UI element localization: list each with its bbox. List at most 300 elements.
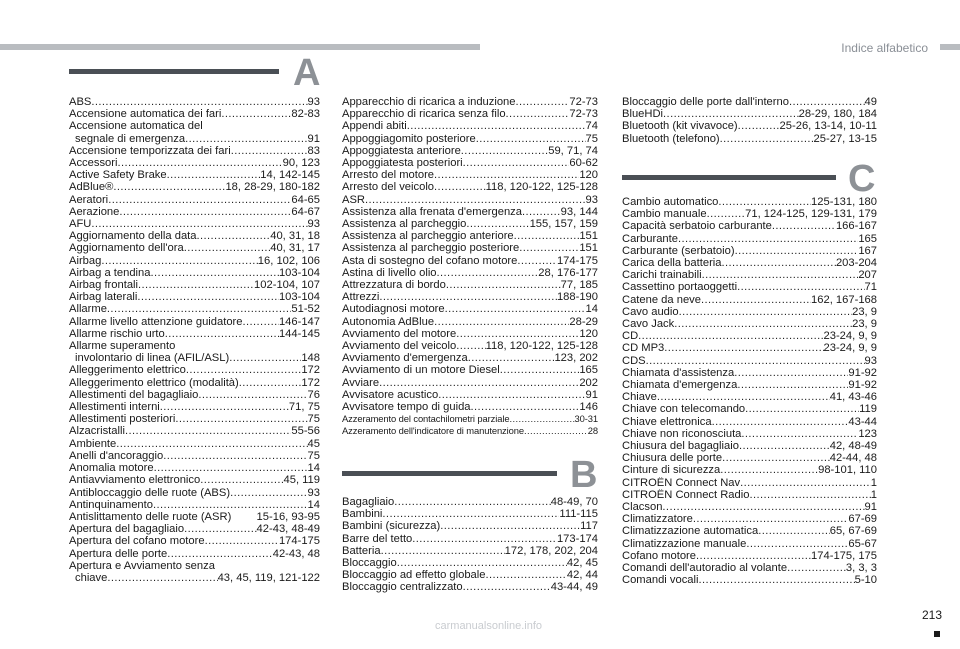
- entry-pages: 28: [587, 425, 598, 437]
- index-entry: [622, 440, 877, 452]
- entry-term: Allestimenti posteriori: [69, 413, 176, 426]
- entry-term: Chiusura delle porte: [622, 452, 723, 465]
- entry-pages: 42-43, 48: [272, 547, 320, 560]
- entry-term: Assistenza alla frenata d'emergenza: [342, 205, 522, 218]
- dot-leader: [107, 572, 217, 584]
- index-entry: [342, 181, 598, 193]
- entry-term: Avviamento del veicolo: [342, 340, 457, 353]
- dot-leader: [434, 316, 569, 328]
- index-entry: [622, 574, 877, 586]
- entry-term: Bagagliaio: [342, 496, 395, 508]
- entry-pages: 43, 45, 119, 121-122: [217, 571, 320, 584]
- entry-term: Allarme superamento: [69, 340, 176, 353]
- dot-leader: [205, 535, 279, 547]
- entry-term: Alleggerimento elettrico (modalità): [69, 376, 239, 389]
- dot-leader: [101, 255, 257, 267]
- entry-pages: 51-52: [291, 303, 320, 316]
- entry-term: Accensione automatica del: [69, 120, 203, 133]
- index-entry: [342, 145, 598, 157]
- index-entry: [69, 267, 320, 279]
- dot-leader: [485, 569, 566, 581]
- entry-term: Airbag a tendina: [69, 266, 151, 279]
- index-entry: [622, 306, 877, 318]
- entry-term: chiave: [75, 571, 108, 584]
- index-entry: [69, 572, 320, 584]
- index-entry: [342, 108, 598, 120]
- dot-leader: [379, 291, 557, 303]
- entry-term: Azzeramento del contachilometri parziale: [342, 413, 510, 425]
- entry-pages: 43-44, 49: [550, 581, 598, 594]
- entry-term: Avviamento d'emergenza: [342, 352, 468, 365]
- dot-leader: [720, 464, 818, 476]
- entry-pages: 65, 67-69: [829, 525, 877, 538]
- entry-term: Assistenza al parcheggio anteriore: [342, 230, 514, 243]
- entry-pages: 42-43, 48-49: [256, 523, 320, 536]
- dot-leader: [461, 145, 548, 157]
- entry-term: ASR: [342, 193, 366, 206]
- index-entry: [622, 257, 877, 269]
- entry-term: Accensione temporizzata dei fari: [69, 144, 231, 157]
- index-entry: [69, 474, 320, 486]
- dot-leader: [674, 318, 852, 330]
- page-number: 213: [921, 608, 942, 622]
- entry-pages: 3, 3, 3: [845, 562, 877, 575]
- entry-term: AFU: [69, 218, 92, 231]
- index-entry: [69, 438, 320, 450]
- entry-term: Apertura del bagagliaio: [69, 523, 185, 536]
- entry-term: Avvisatore tempo di guida: [342, 401, 471, 414]
- entry-term: Apertura e Avviamento senza: [69, 559, 215, 572]
- entry-term: BlueHDi: [622, 108, 664, 121]
- entry-term: Assistenza al parcheggio: [342, 218, 467, 231]
- entry-pages: 55-56: [291, 425, 320, 438]
- entry-pages: 64-65: [291, 193, 320, 206]
- dot-leader: [696, 550, 811, 562]
- entry-pages: 120: [579, 327, 598, 340]
- entry-pages: 72-73: [569, 96, 598, 108]
- entry-pages: 98-101, 110: [818, 464, 877, 477]
- index-entry: [69, 206, 320, 218]
- entry-term: Capacità serbatoio carburante: [622, 220, 772, 233]
- index-entry: [622, 513, 877, 525]
- entry-pages: 93: [307, 218, 320, 231]
- dot-leader: [197, 230, 271, 242]
- entry-pages: 118, 120-122, 125-128: [485, 181, 598, 194]
- top-rule: [0, 44, 480, 50]
- entry-term: Carichi trainabili: [622, 269, 702, 282]
- entry-pages: 103-104: [278, 266, 320, 279]
- entry-pages: 174-175: [556, 254, 598, 267]
- dot-leader: [456, 340, 485, 352]
- index-entry: [342, 303, 598, 315]
- index-column-1: [69, 96, 320, 584]
- index-entry: [69, 303, 320, 315]
- entry-pages: 43-44: [848, 415, 877, 428]
- section-bar: [342, 471, 557, 476]
- entry-pages: 42, 45: [566, 557, 598, 570]
- entry-term: involontario di linea (AFIL/ASL): [75, 352, 230, 365]
- index-entry: [69, 108, 320, 120]
- entry-term: Appoggiatesta posteriori: [342, 157, 463, 170]
- entry-term: Aggiornamento dell'ora: [69, 242, 184, 255]
- dot-leader: [407, 120, 586, 132]
- entry-term: Appoggiatesta anteriore: [342, 144, 461, 157]
- entry-pages: 103-104: [278, 291, 320, 304]
- index-entry: [342, 206, 598, 218]
- dot-leader: [91, 96, 307, 108]
- entry-term: Cavo audio: [622, 305, 679, 318]
- dot-leader: [434, 181, 486, 193]
- index-entry: [69, 218, 320, 230]
- dot-leader: [231, 145, 308, 157]
- entry-term: Avviamento del motore: [342, 327, 457, 340]
- index-entry: [342, 389, 598, 401]
- index-entry: [622, 294, 877, 306]
- entry-term: Asta di sostegno del cofano motore: [342, 254, 518, 267]
- entry-pages: 162, 167-168: [811, 293, 877, 306]
- entry-term: Arresto del motore: [342, 169, 435, 182]
- entry-pages: 90, 123: [282, 157, 320, 170]
- dot-leader: [230, 487, 307, 499]
- index-entry: [342, 557, 598, 569]
- entry-pages: 203-204: [835, 257, 877, 270]
- entry-pages: 125-131, 180: [811, 196, 877, 208]
- entry-pages: 14: [307, 498, 320, 511]
- entry-term: Allarme: [69, 303, 107, 316]
- entry-pages: 91: [864, 501, 877, 514]
- entry-term: CDS: [622, 354, 646, 367]
- index-entry: [69, 499, 320, 511]
- dot-leader: [476, 133, 586, 145]
- index-entry: [342, 340, 598, 352]
- entry-pages: 75: [307, 413, 320, 426]
- index-entry: [342, 352, 598, 364]
- entry-term: Climatizzazione automatica: [622, 525, 759, 538]
- entry-term: Aeratori: [69, 193, 109, 206]
- entry-term: Climatizzazione manuale: [622, 537, 747, 550]
- dot-leader: [519, 242, 579, 254]
- section-letter: A: [293, 52, 321, 94]
- entry-pages: 172, 178, 202, 204: [504, 544, 598, 557]
- dot-leader: [160, 401, 289, 413]
- index-entry: [622, 133, 877, 145]
- entry-pages: 42-44, 48: [829, 452, 877, 465]
- dot-leader: [437, 267, 539, 279]
- entry-pages: 28-29: [569, 315, 598, 328]
- index-entry: [622, 489, 877, 501]
- dot-leader: [239, 377, 302, 389]
- index-entry: [342, 96, 598, 108]
- dot-leader: [707, 208, 746, 220]
- index-entry: [69, 145, 320, 157]
- dot-leader: [113, 181, 225, 193]
- index-entry: [69, 255, 320, 267]
- dot-leader: [734, 367, 848, 379]
- entry-pages: 76: [307, 388, 320, 401]
- entry-term: Apertura delle porte: [69, 547, 168, 560]
- dot-leader: [379, 377, 579, 389]
- dot-leader: [740, 477, 871, 489]
- entry-pages: 71: [864, 281, 877, 294]
- index-entry: [69, 401, 320, 413]
- entry-term: Carica della batteria: [622, 257, 722, 270]
- watermark: carmanualsonline.info: [435, 620, 543, 632]
- entry-term: Clacson: [622, 501, 663, 514]
- entry-term: Comandi dell'autoradio al volante: [622, 562, 788, 575]
- index-entry: [342, 218, 598, 230]
- index-entry: [342, 316, 598, 328]
- entry-term: Allarme livello attenzione guidatore: [69, 315, 243, 328]
- index-entry: [69, 181, 320, 193]
- dot-leader: [125, 425, 291, 437]
- section-letter: B: [570, 454, 598, 496]
- page-end-mark: [934, 631, 940, 637]
- entry-pages: 91-92: [848, 366, 877, 379]
- index-entry: [622, 416, 877, 428]
- dot-leader: [138, 279, 254, 291]
- dot-leader: [772, 220, 836, 232]
- dot-leader: [745, 403, 859, 415]
- entry-pages: 91: [307, 132, 320, 145]
- index-entry: [69, 316, 320, 328]
- index-entry: [622, 403, 877, 415]
- entry-term: Astina di livello olio: [342, 266, 437, 279]
- entry-pages: 174-175: [278, 535, 320, 548]
- index-entry: [69, 364, 320, 376]
- dot-leader: [663, 108, 799, 120]
- entry-pages: 117: [580, 520, 598, 533]
- index-entry: [69, 279, 320, 291]
- index-entry: [342, 230, 598, 242]
- index-entry: [342, 377, 598, 389]
- index-entry: [69, 377, 320, 389]
- index-entry: [69, 462, 320, 474]
- entry-term: Airbag laterali: [69, 291, 138, 304]
- index-entry: [622, 428, 877, 440]
- index-entry: [622, 367, 877, 379]
- entry-term: Bloccaggio delle porte dall'interno: [622, 96, 789, 108]
- index-entry: [69, 194, 320, 206]
- index-entry: [342, 496, 598, 508]
- entry-term: Cambio automatico: [622, 196, 719, 208]
- index-entry: [622, 196, 877, 208]
- dot-leader: [108, 194, 291, 206]
- dot-leader: [221, 108, 291, 120]
- dot-leader: [466, 218, 529, 230]
- dot-leader: [163, 450, 307, 462]
- section-letter: C: [848, 158, 876, 200]
- entry-pages: 45, 119: [283, 474, 320, 487]
- entry-term: Bambini (sicurezza): [342, 520, 441, 533]
- dot-leader: [739, 440, 830, 452]
- dot-leader: [167, 548, 272, 560]
- index-entry: [622, 233, 877, 245]
- dot-leader: [657, 391, 830, 403]
- entry-term: Chiamata d'assistenza: [622, 366, 735, 379]
- entry-term: Allarme rischio urto: [69, 327, 165, 340]
- index-entry: [342, 267, 598, 279]
- entry-pages: 14, 142-145: [260, 169, 320, 182]
- entry-pages: 59, 71, 74: [548, 144, 598, 157]
- dot-leader: [91, 218, 307, 230]
- index-entry: [622, 342, 877, 354]
- entry-term: Appoggiagomito posteriore: [342, 132, 476, 145]
- index-entry: [622, 464, 877, 476]
- dot-leader: [702, 269, 859, 281]
- entry-pages: 188-190: [556, 291, 598, 304]
- dot-leader: [735, 245, 859, 257]
- entry-pages: 155, 157, 159: [529, 218, 598, 231]
- index-entry: [342, 194, 598, 206]
- entry-pages: 64-67: [291, 205, 320, 218]
- dot-leader: [720, 133, 814, 145]
- entry-term: Apparecchio di ricarica a induzione: [342, 96, 516, 108]
- entry-term: Antibloccaggio delle ruote (ABS): [69, 486, 231, 499]
- index-entry: [622, 96, 877, 108]
- entry-pages: 151: [579, 230, 598, 243]
- entry-term: CITROËN Connect Nav: [622, 476, 741, 489]
- index-entry: [69, 450, 320, 462]
- dot-leader: [517, 255, 557, 267]
- dot-leader: [741, 428, 858, 440]
- index-entry: [622, 330, 877, 342]
- entry-pages: 172: [301, 376, 320, 389]
- entry-pages: 67-69: [848, 513, 877, 526]
- entry-pages: 102-104, 107: [254, 279, 320, 292]
- dot-leader: [394, 496, 550, 508]
- dot-leader: [662, 501, 864, 513]
- entry-term: Aggiornamento della data: [69, 230, 197, 243]
- dot-leader: [119, 206, 291, 218]
- entry-pages: 1: [870, 488, 877, 501]
- entry-term: Attrezzi: [342, 291, 380, 304]
- entry-pages: 173-174: [556, 532, 598, 545]
- entry-term: Cavo Jack: [622, 318, 675, 331]
- index-entry: [69, 425, 320, 437]
- entry-pages: 65-67: [848, 537, 877, 550]
- entry-term: Antislittamento delle ruote (ASR): [69, 510, 232, 523]
- entry-term: Azzeramento dell'indicatore di manutenzione: [342, 425, 524, 437]
- entry-pages: 118, 120-122, 125-128: [485, 340, 598, 353]
- entry-term: Arresto del veicolo: [342, 181, 435, 194]
- entry-term: Cassettino portaoggetti: [622, 281, 738, 294]
- entry-pages: 28, 176-177: [538, 266, 598, 279]
- entry-term: Chiave: [622, 391, 657, 404]
- dot-leader: [746, 538, 848, 550]
- entry-pages: 93: [585, 193, 598, 206]
- dot-leader: [116, 438, 307, 450]
- entry-pages: 93, 144: [560, 205, 598, 218]
- index-entry: [622, 452, 877, 464]
- entry-pages: 151: [579, 242, 598, 255]
- index-entry: [69, 413, 320, 425]
- entry-pages: 123, 202: [554, 352, 598, 365]
- entry-pages: 1: [870, 476, 877, 489]
- entry-term: CD: [622, 330, 639, 343]
- entry-term: Chiave elettronica: [622, 415, 712, 428]
- entry-pages: 40, 31, 17: [270, 242, 320, 255]
- entry-pages: 82-83: [291, 108, 320, 121]
- dot-leader: [165, 328, 279, 340]
- index-entry: [622, 245, 877, 257]
- dot-leader: [701, 294, 811, 306]
- entry-term: Airbag frontali: [69, 279, 139, 292]
- index-entry: [69, 169, 320, 181]
- entry-term: Bluetooth (kit vivavoce): [622, 120, 738, 133]
- entry-pages: 83: [307, 144, 320, 157]
- dot-leader: [185, 133, 307, 145]
- entry-term: Ambiente: [69, 437, 117, 450]
- entry-pages: 14: [585, 303, 598, 316]
- index-entry: [622, 208, 877, 220]
- dot-leader: [137, 291, 279, 303]
- entry-term: Accessori: [69, 157, 118, 170]
- dot-leader: [664, 342, 823, 354]
- dot-leader: [445, 303, 586, 315]
- entry-term: Alzacristalli: [69, 425, 125, 438]
- dot-leader: [167, 169, 261, 181]
- dot-leader: [722, 452, 830, 464]
- entry-term: Cofano motore: [622, 549, 697, 562]
- entry-term: Avviare: [342, 376, 380, 389]
- index-entry: [69, 340, 320, 352]
- dot-leader: [718, 196, 811, 208]
- index-entry: [622, 550, 877, 562]
- entry-pages: 146-147: [278, 315, 320, 328]
- entry-term: Accensione automatica dei fari: [69, 108, 222, 121]
- dot-leader: [509, 413, 574, 425]
- dot-leader: [397, 557, 567, 569]
- index-entry: [342, 242, 598, 254]
- index-entry: [342, 581, 598, 593]
- entry-pages: 72-73: [569, 108, 598, 121]
- index-entry: [69, 328, 320, 340]
- index-entry: [342, 508, 598, 520]
- entry-term: Bloccaggio centralizzato: [342, 581, 463, 594]
- index-column-2-b: [342, 496, 598, 594]
- entry-term: Bloccaggio ad effetto globale: [342, 569, 486, 582]
- index-entry: [342, 255, 598, 267]
- dot-leader: [679, 306, 853, 318]
- dot-leader: [789, 96, 865, 108]
- index-entry: [69, 535, 320, 547]
- entry-term: CD MP3: [622, 342, 665, 355]
- index-column-3-c: [622, 196, 877, 587]
- index-entry: [69, 291, 320, 303]
- entry-term: Airbag: [69, 254, 102, 267]
- index-entry: [342, 169, 598, 181]
- dot-leader: [200, 474, 283, 486]
- dot-leader: [516, 96, 570, 108]
- entry-pages: 15-16, 93-95: [256, 510, 320, 523]
- entry-term: Aerazione: [69, 205, 120, 218]
- entry-pages: 93: [864, 354, 877, 367]
- entry-pages: 77, 185: [560, 279, 598, 292]
- index-entry: [69, 523, 320, 535]
- entry-pages: 23-24, 9, 9: [823, 342, 877, 355]
- index-entry: [622, 538, 877, 550]
- dot-leader: [638, 330, 823, 342]
- entry-term: Antinquinamento: [69, 498, 153, 511]
- entry-pages: 165: [579, 364, 598, 377]
- entry-pages: 60-62: [569, 157, 598, 170]
- dot-leader: [738, 120, 780, 132]
- index-entry: [342, 120, 598, 132]
- entry-pages: 30-31: [574, 413, 598, 425]
- entry-pages: 207: [858, 269, 877, 282]
- dot-leader: [468, 352, 555, 364]
- index-entry: [622, 391, 877, 403]
